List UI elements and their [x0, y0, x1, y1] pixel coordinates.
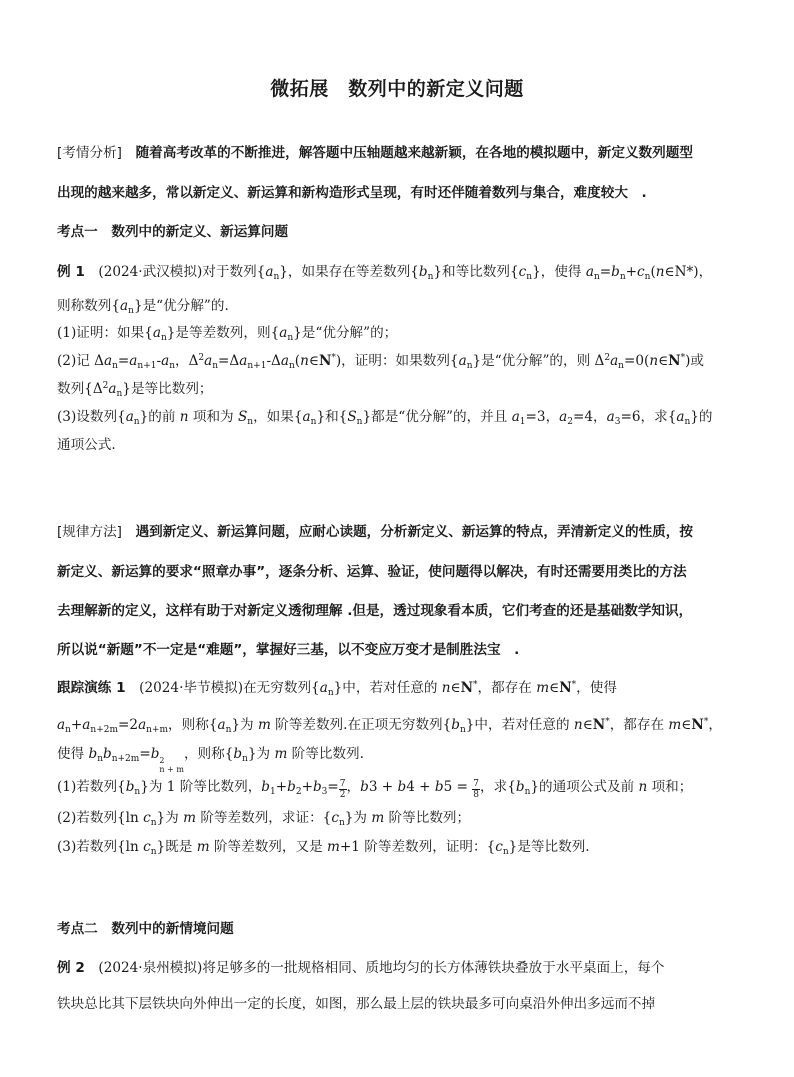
- example1-q2: (2)记 $\Delta a_n=a_{n+1}-a_n$，$\Delta^2a_n=\Delta a_{n+1}-\Delta a_n(n\in N^*)$，证明：如果数列$\{a_n\}$是“优分解”的，则 $\Delta^2a_n=0(n\in N^*)$或: [57, 353, 704, 371]
- analysis-text-1: 随着高考改革的不断推进，解答题中压轴题越来越新颖，在各地的模拟题中，新定义数列题型: [121, 145, 693, 161]
- practice-line-2: $a_n+a_{n+2m}=2a_{n+m}$，则称$\{a_n\}$为 m 阶等差数列.在正项无穷数列$\{b_n\}$中，若对任意的 n∈N*，都存在 m∈N*，: [57, 717, 722, 735]
- example1-q1: (1)证明：如果$\{a_n\}$是等差数列，则$\{a_n\}$是“优分解”的；: [57, 325, 398, 343]
- practice-q2: (2)若数列{ln $c_n$}为 m 阶等差数列，求证：$\{c_n\}$为 m 阶等比数列；: [57, 810, 471, 828]
- method-line-3: 去理解新的定义，这样有助于对新定义透彻理解 .但是，透过现象看本质，它们考查的还是基础数学知识，: [57, 603, 693, 619]
- example2-line-2: 铁块总比其下层铁块向外伸出一定的长度，如图，那么最上层的铁块最多可向桌沿外伸出多远而不掉: [57, 996, 656, 1012]
- example1-q3: (3)设数列$\{a_n\}$的前 n 项和为 $S_n$，如果$\{a_n\}$和$\{S_n\}$都是“优分解”的，并且 $a_1=3$，$a_2=4$，$a_3=6$，求$\{a_n\}$的: [57, 409, 713, 427]
- practice-q1: (1)若数列$\{b_n\}$为 1 阶等比数列，$b_1+b_2+b_3=$ $\frac{7}{2}$ ，b3 + b4 + b5 = $\frac{7}{8}$ ，求$\{b_n\}$的通项公式及前 n 项和；: [57, 779, 693, 800]
- example2-line-1: 例 2 (2024·泉州模拟)将足够多的一批规格相同、质地均匀的长方体薄铁块叠放于水平桌面上，每个: [57, 960, 665, 976]
- example2-label: 例 2: [57, 960, 85, 976]
- practice-source: (2024·毕节模拟): [139, 680, 244, 696]
- analysis-line-2: 出现的越来越多，常以新定义、新运算和新构造形式呈现，有时还伴随着数列与集合，难度较大 .: [57, 185, 647, 201]
- example1-stem: 例 1 (2024·武汉模拟)对于数列$\{a_n\}$，如果存在等差数列$\{b_n\}$和等比数列$\{c_n\}$，使得 $a_n=b_n+c_n(n\in N*)$，: [57, 264, 713, 282]
- method-label: [规律方法]: [57, 524, 122, 540]
- section1-heading: 考点一 数列中的新定义、新运算问题: [57, 224, 289, 240]
- example1-source: (2024·武汉模拟): [98, 264, 203, 280]
- method-line-4: 所以说“新题”不一定是“难题”，掌握好三基，以不变应万变才是制胜法宝 .: [57, 642, 520, 658]
- practice-q3: (3)若数列{ln $c_n$}既是 m 阶等差数列，又是 m+1 阶等差数列，证明：$\{c_n\}$是等比数列.: [57, 839, 590, 857]
- analysis-line-1: [57, 144, 754, 162]
- example1-label: 例 1: [57, 264, 85, 280]
- method-line-2: 新定义、新运算的要求“照章办事”，逐条分析、运算、验证，使问题得以解决，有时还需要用类比的方法: [57, 564, 687, 580]
- example1-line-2: 则称数列$\{a_n\}$是“优分解”的.: [57, 298, 229, 316]
- method-line-1: [规律方法] 遇到新定义、新运算问题，应耐心读题，分析新定义、新运算的特点，弄清新定义的性质，按: [57, 524, 693, 540]
- example1-q3-cont: 通项公式.: [57, 437, 116, 453]
- practice-line-1: 跟踪演练 1 (2024·毕节模拟)在无穷数列$\{a_n\}$中，若对任意的 n∈N*，都存在 m∈N*，使得: [57, 680, 617, 698]
- example2-source: (2024·泉州模拟): [98, 960, 203, 976]
- analysis-label: [考情分析]: [57, 145, 122, 161]
- example1-q2-cont: 数列$\{\Delta^2a_n\}$是等比数列；: [57, 381, 213, 399]
- section2-heading: 考点二 数列中的新情境问题: [57, 921, 234, 937]
- practice-line-3: 使得 $b_nb_{n+2m}=b$ 2 n + m ，则称$\{b_n\}$为 m 阶等比数列.: [57, 746, 364, 774]
- practice-label: 跟踪演练 1: [57, 680, 126, 696]
- page-title: 微拓展 数列中的新定义问题: [270, 78, 524, 100]
